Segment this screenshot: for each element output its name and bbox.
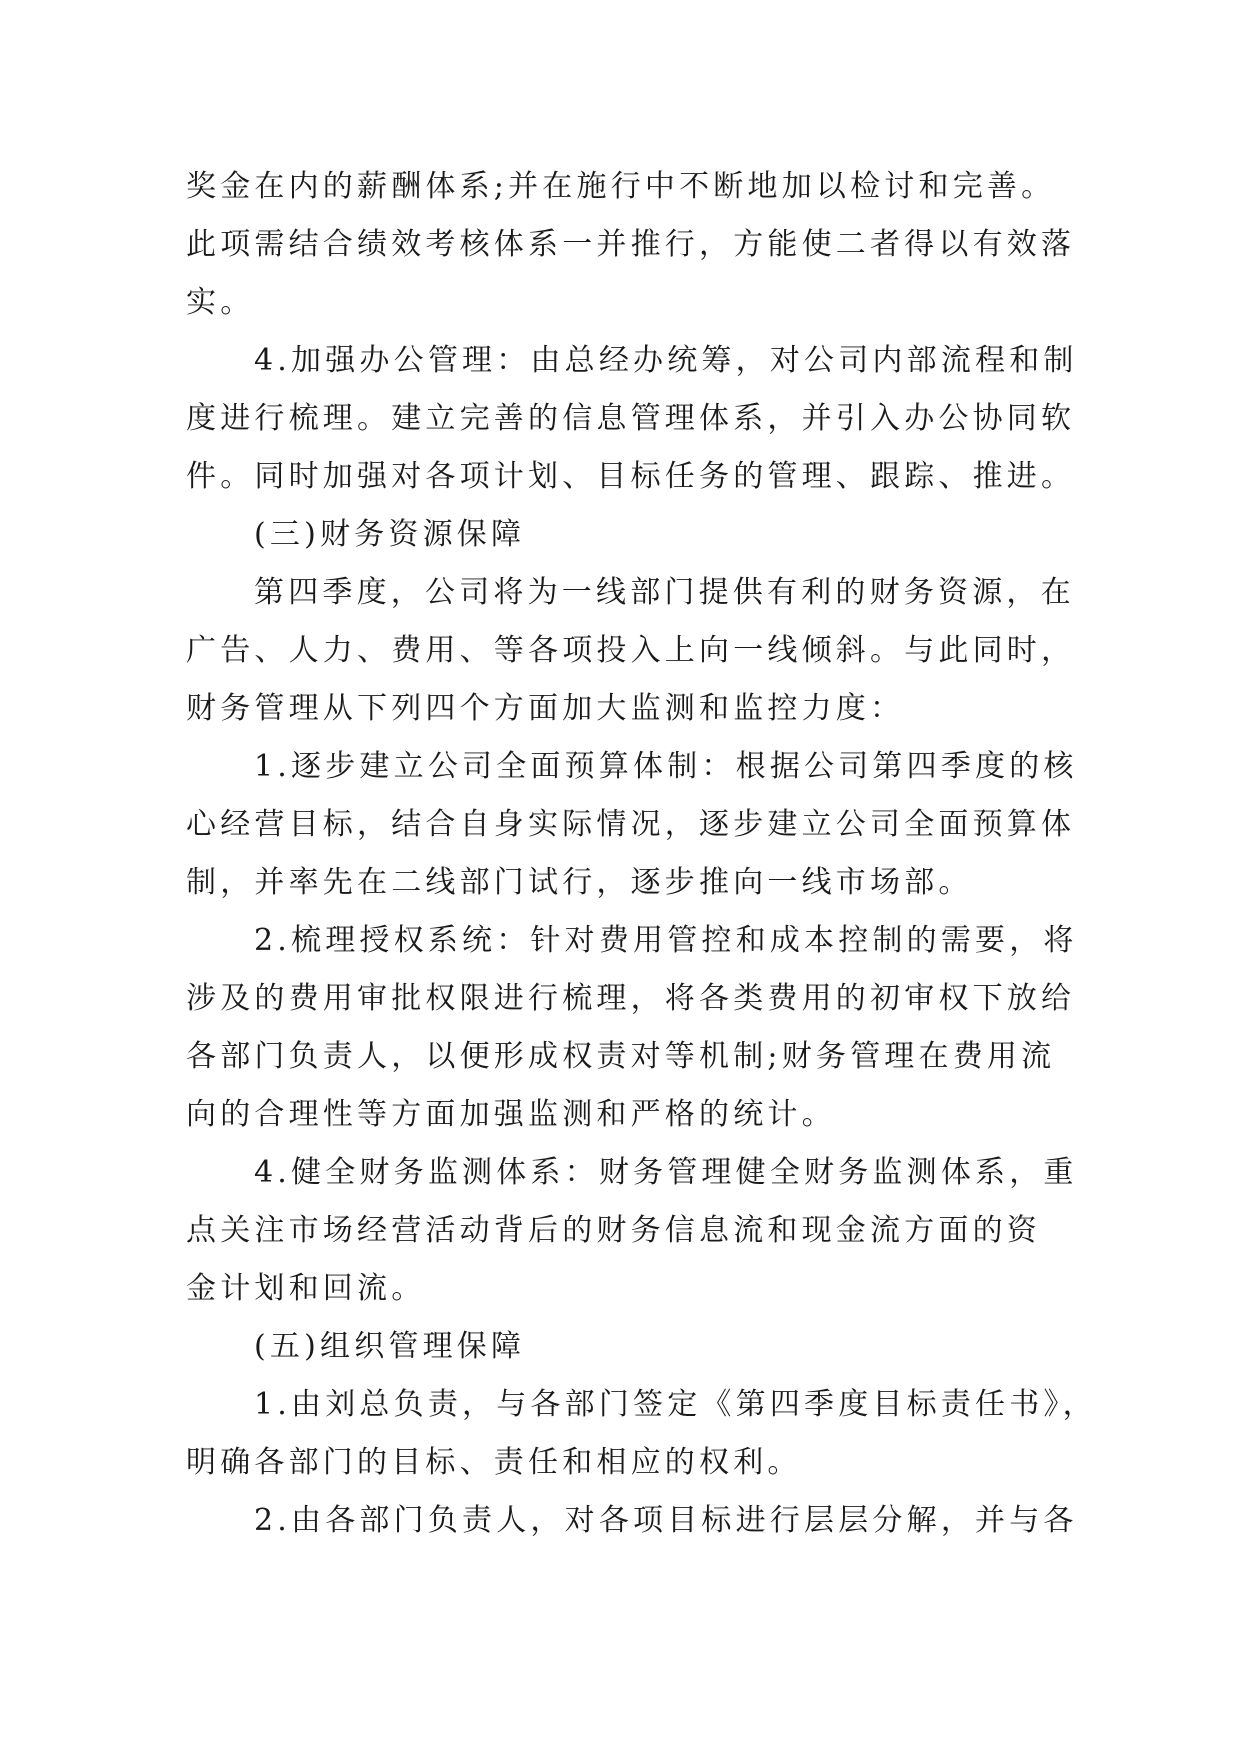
text-line: 4.加强办公管理：由总经办统筹，对公司内部流程和制 [254, 343, 1078, 378]
text-line: 2.梳理授权系统：针对费用管控和成本控制的需要，将 [254, 923, 1078, 958]
text-line: 财务管理从下列四个方面加大监测和监控力度： [186, 691, 905, 726]
text-line: (五)组织管理保障 [254, 1329, 526, 1364]
text-line: 向的合理性等方面加强监测和严格的统计。 [186, 1097, 836, 1132]
text-line: 金计划和回流。 [186, 1271, 426, 1306]
text-line: 1.由刘总负责，与各部门签定《第四季度目标责任书》， [254, 1387, 1097, 1422]
text-line: 广告、人力、费用、等各项投入上向一线倾斜。与此同时， [186, 633, 1076, 668]
text-line: 度进行梳理。建立完善的信息管理体系，并引入办公协同软 [186, 401, 1076, 436]
text-line: 涉及的费用审批权限进行梳理，将各类费用的初审权下放给 [186, 981, 1076, 1016]
text-line: 实。 [186, 285, 255, 320]
text-line: 制，并率先在二线部门试行，逐步推向一线市场部。 [186, 865, 973, 900]
text-line: 4.健全财务监测体系：财务管理健全财务监测体系，重 [254, 1155, 1078, 1190]
document-body [186, 158, 1097, 1550]
text-line: 奖金在内的薪酬体系;并在施行中不断地加以检讨和完善。 [186, 169, 1056, 204]
text-line: 点关注市场经营活动背后的财务信息流和现金流方面的资 [186, 1213, 1041, 1248]
text-line: 第四季度，公司将为一线部门提供有利的财务资源，在 [254, 575, 1075, 610]
text-line: 件。同时加强对各项计划、目标任务的管理、跟踪、推进。 [186, 459, 1076, 494]
text-line: (三)财务资源保障 [254, 517, 526, 552]
text-line: 心经营目标，结合自身实际情况，逐步建立公司全面预算体 [186, 807, 1076, 842]
text-line: 明确各部门的目标、责任和相应的权利。 [186, 1445, 802, 1480]
text-line: 各部门负责人，以便形成权责对等机制;财务管理在费用流 [186, 1039, 1056, 1074]
text-line: 此项需结合绩效考核体系一并推行，方能使二者得以有效落 [186, 227, 1076, 262]
text-line: 1.逐步建立公司全面预算体制：根据公司第四季度的核 [254, 749, 1078, 784]
text-line: 2.由各部门负责人，对各项目标进行层层分解，并与各 [254, 1503, 1078, 1538]
